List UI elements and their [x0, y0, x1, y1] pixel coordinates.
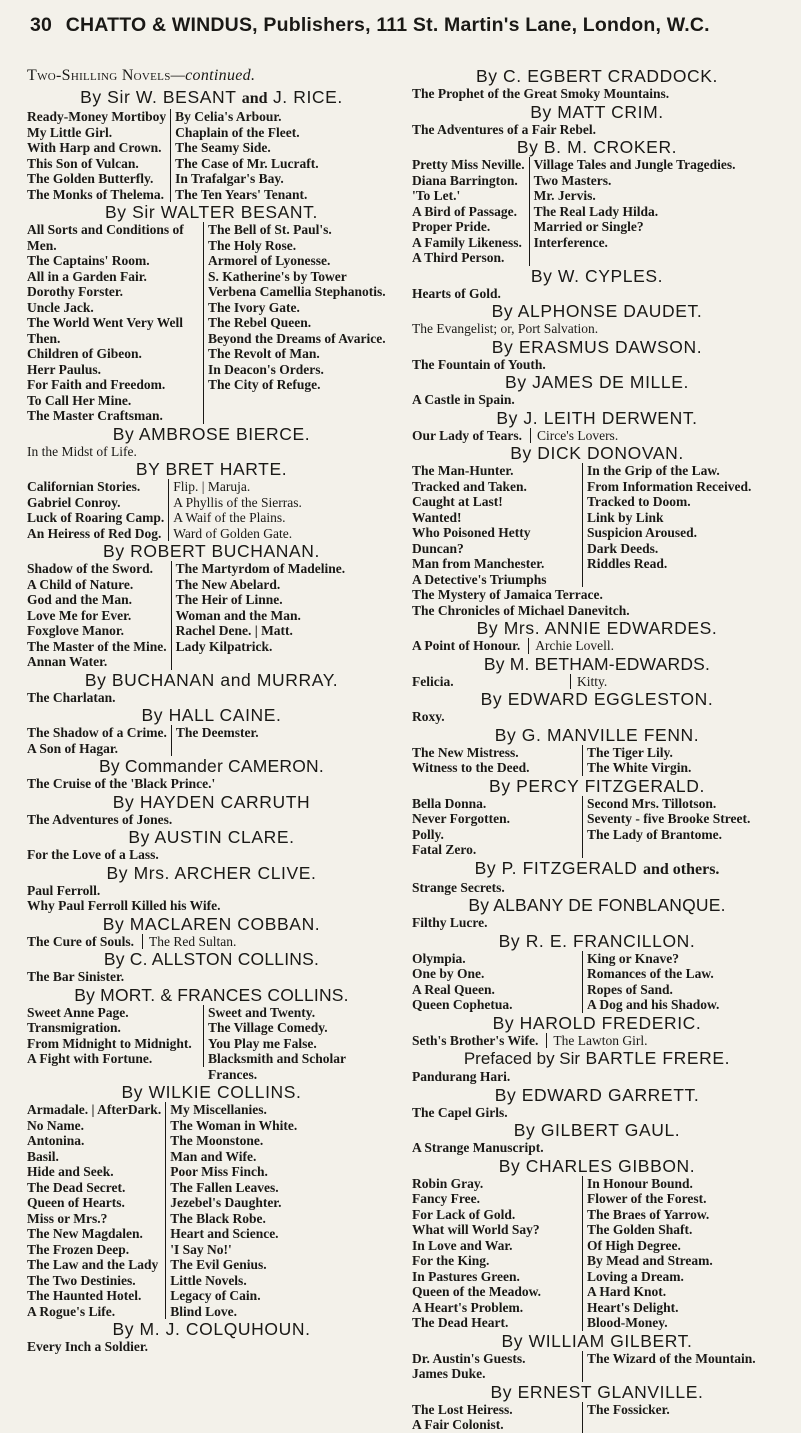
author-heading-gilbert: By WILLIAM GILBERT. — [501, 1330, 693, 1351]
title-list-mf-collins — [27, 1005, 396, 1083]
book-title: Heart's Delight. — [587, 1299, 679, 1315]
book-title: The Mystery of Jamaica Terrace. — [412, 587, 603, 602]
author-heading-besant: By Sir WALTER BESANT. — [105, 202, 318, 222]
book-title: My Little Girl. — [27, 124, 113, 140]
book-title: The New Abelard. — [175, 576, 281, 592]
title-row-frederic — [412, 1033, 782, 1049]
book-title: James Duke. — [412, 1366, 486, 1381]
author-heading-colquhoun: By M. J. COLQUHOUN. — [112, 1319, 311, 1339]
book-title: Tracked and Taken. — [412, 478, 527, 494]
book-title: Married or Single? — [533, 219, 644, 234]
author-heading-clive: By Mrs. ARCHER CLIVE. — [106, 862, 317, 883]
left-column — [27, 66, 396, 1355]
author-heading-frere: Prefaced by Sir BARTLE FRERE. — [463, 1048, 731, 1068]
book-title: Annan Water. — [27, 654, 108, 669]
book-title: By Mead and Stream. — [587, 1253, 713, 1268]
author-heading-harte: BY BRET HARTE. — [135, 459, 288, 479]
author-heading-gaul: By GILBERT GAUL. — [513, 1120, 681, 1140]
book-title: A Dog and his Shadow. — [587, 997, 720, 1012]
book-title: Our Lady of Tears. — [412, 427, 523, 443]
author-heading-derwent: By J. LEITH DERWENT. — [496, 407, 698, 428]
book-title: You Play me False. — [208, 1035, 317, 1051]
book-title: The Lost Heiress. — [412, 1401, 513, 1417]
book-title: Paul Ferroll. — [27, 882, 101, 898]
book-title: The Golden Shaft. — [587, 1222, 693, 1237]
book-title: Gabriel Conroy. — [27, 494, 121, 510]
book-title: In the Grip of the Law. — [587, 463, 720, 478]
book-title: This Son of Vulcan. — [27, 155, 139, 171]
book-title: For Faith and Freedom. — [27, 377, 166, 392]
book-title: Flower of the Forest. — [587, 1191, 707, 1206]
book-title: Robin Gray. — [412, 1175, 484, 1191]
book-title: The Bar Sinister. — [27, 969, 125, 984]
book-title: Roxy. — [412, 709, 445, 724]
book-title: Chaplain of the Fleet. — [175, 124, 300, 140]
book-title: What will World Say? — [412, 1222, 540, 1237]
book-title: Lady Kilpatrick. — [175, 638, 273, 654]
book-title: Diana Barrington. — [412, 172, 518, 188]
author-heading-cyples: By W. CYPLES. — [530, 265, 664, 286]
book-title: A Detective's Triumphs — [412, 571, 547, 587]
book-title: Poor Miss Finch. — [170, 1164, 268, 1179]
book-title: Queen of Hearts. — [27, 1195, 125, 1210]
book-title: King or Knave? — [587, 950, 680, 966]
book-title: A Phyllis of the Sierras. — [173, 494, 302, 510]
book-title: A Real Queen. — [412, 981, 495, 997]
author-heading-edwardes: By Mrs. ANNIE EDWARDES. — [476, 618, 718, 638]
author-heading-donovan: By DICK DONOVAN. — [510, 443, 684, 463]
book-title: The Captains' Room. — [27, 253, 150, 268]
book-title: A Waif of the Plains. — [173, 510, 286, 525]
book-title: Luck of Roaring Camp. — [27, 510, 165, 525]
book-title: Fancy Free. — [412, 1191, 480, 1206]
book-title: Tracked to Doom. — [587, 494, 691, 509]
book-title: S. Katherine's by Tower — [208, 268, 347, 284]
title-list-fitzgerald — [412, 796, 782, 858]
book-title: The Martyrdom of Madeline. — [175, 561, 346, 576]
book-title: The Law and the Lady — [27, 1257, 159, 1272]
book-title: Antonina. — [27, 1133, 85, 1148]
title-list-gilbert — [412, 1351, 782, 1382]
book-title: Seventy - five Brooke Street. — [587, 811, 751, 826]
title-list-gibbon — [412, 1176, 782, 1331]
book-title: Miss or Mrs.? — [27, 1210, 108, 1226]
book-title: The Capel Girls. — [412, 1104, 508, 1120]
book-title: The Evangelist; or, Port Salvation. — [412, 321, 599, 336]
book-title: Pretty Miss Neville. — [412, 157, 525, 172]
author-heading-buchanan: By ROBERT BUCHANAN. — [103, 541, 320, 561]
book-title: The Charlatan. — [27, 689, 116, 705]
book-title: Bella Donna. — [412, 795, 487, 811]
page-number: 30 — [30, 14, 53, 36]
book-title: A Hard Knot. — [587, 1284, 667, 1299]
title-list-francillon — [412, 951, 782, 1013]
title-list-glanville — [412, 1402, 782, 1433]
book-title: The New Magdalen. — [27, 1226, 143, 1241]
author-heading-allston-collins: By C. ALLSTON COLLINS. — [103, 949, 320, 969]
book-title: Interference. — [533, 234, 608, 250]
title-list-wilkie-collins — [27, 1102, 396, 1319]
section-title: Two-Shilling Novels—continued. — [27, 67, 256, 84]
book-title: Link by Link — [587, 509, 664, 525]
book-title: Blood-Money. — [587, 1315, 668, 1330]
title-row-cobban — [27, 934, 396, 950]
book-title: All in a Garden Fair. — [27, 268, 147, 284]
book-title: All Sorts and Conditions of Men. — [27, 222, 184, 253]
author-heading-daudet: By ALPHONSE DAUDET. — [491, 301, 703, 321]
book-title: The Monks of Thelema. — [27, 186, 165, 202]
book-title: Beyond the Dreams of Avarice. — [208, 330, 386, 346]
book-title: With Harp and Crown. — [27, 140, 162, 155]
book-title: Hearts of Gold. — [412, 285, 501, 301]
title-row-betham — [412, 674, 782, 690]
book-title: Riddles Read. — [587, 556, 668, 571]
title-list-harte — [27, 479, 396, 541]
book-title: Proper Pride. — [412, 219, 491, 234]
book-title: Caught at Last! — [412, 494, 503, 509]
book-title: Sweet Anne Page. — [27, 1004, 129, 1020]
book-title: By Celia's Arbour. — [175, 109, 282, 124]
book-title: The Cure of Souls. — [27, 933, 135, 949]
book-title: Seth's Brother's Wife. — [412, 1032, 539, 1048]
book-title: Love Me for Ever. — [27, 607, 132, 623]
book-title: The City of Refuge. — [208, 377, 321, 392]
book-title: The New Mistress. — [412, 744, 519, 760]
book-title: The Ivory Gate. — [208, 299, 300, 315]
book-title: Shadow of the Sword. — [27, 561, 154, 576]
author-heading-crim: By MATT CRIM. — [530, 101, 664, 122]
book-title: The Golden Butterfly. — [27, 171, 154, 186]
book-title: A Strange Manuscript. — [412, 1140, 544, 1155]
book-title: For the King. — [412, 1253, 490, 1268]
title-list-fenn — [412, 745, 782, 776]
book-title: The Shadow of a Crime. — [27, 725, 167, 740]
book-title: Village Tales and Jungle Tragedies. — [533, 157, 736, 172]
book-title: The Haunted Hotel. — [27, 1288, 142, 1303]
book-title: The Fossicker. — [587, 1401, 670, 1417]
book-title: Queen of the Meadow. — [412, 1284, 541, 1299]
book-title: From Information Received. — [587, 478, 752, 494]
book-title: Polly. — [412, 826, 444, 842]
book-title: The Rebel Queen. — [208, 315, 312, 330]
author-heading-garrett: By EDWARD GARRETT. — [494, 1084, 700, 1105]
book-title: Children of Gibeon. — [27, 346, 142, 361]
book-title: Ready-Money Mortiboy — [27, 109, 167, 124]
book-title: Second Mrs. Tillotson. — [587, 795, 717, 811]
book-title: The Real Lady Hilda. — [533, 203, 659, 219]
book-title: A Point of Honour. — [412, 638, 521, 653]
author-heading-cameron: By Commander CAMERON. — [99, 756, 324, 776]
author-heading-glanville: By ERNEST GLANVILLE. — [490, 1381, 704, 1402]
book-title: In Trafalgar's Bay. — [175, 171, 284, 186]
book-title: The Revolt of Man. — [208, 346, 320, 361]
author-heading-betham-edwards: By M. BETHAM-EDWARDS. — [483, 653, 711, 674]
book-title: The Chronicles of Michael Danevitch. — [412, 602, 630, 618]
author-heading-besant-rice: By Sir W. BESANT and J. RICE. — [80, 87, 343, 107]
book-title: The Heir of Linne. — [175, 592, 283, 607]
book-title: The Seamy Side. — [175, 140, 271, 155]
book-title: The Adventures of a Fair Rebel. — [412, 121, 596, 137]
book-title: Filthy Lucre. — [412, 915, 488, 930]
book-title: Rachel Dene. | Matt. — [175, 623, 293, 638]
author-heading-buchanan-murray: By BUCHANAN and MURRAY. — [84, 669, 339, 690]
book-title: A Heart's Problem. — [412, 1299, 524, 1315]
book-title: A Child of Nature. — [27, 576, 134, 592]
book-title: Every Inch a Soldier. — [27, 1339, 149, 1354]
author-heading-cobban: By MACLAREN COBBAN. — [102, 913, 321, 934]
book-title: The White Virgin. — [587, 760, 692, 775]
book-title: Hide and Seek. — [27, 1164, 114, 1179]
author-heading-fitzgerald-others: By P. FITZGERALD and others. — [474, 857, 720, 878]
book-title: Two Masters. — [533, 172, 612, 188]
book-title: Jezebel's Daughter. — [170, 1195, 282, 1210]
book-title: 'I Say No!' — [170, 1241, 232, 1257]
book-title: The Dead Heart. — [412, 1315, 509, 1330]
book-title: The Frozen Deep. — [27, 1241, 130, 1257]
book-title: My Miscellanies. — [170, 1102, 267, 1117]
book-title: Circe's Lovers. — [530, 428, 782, 444]
book-title: The Fountain of Youth. — [412, 356, 546, 372]
book-title: Transmigration. — [27, 1020, 121, 1035]
book-title: 'To Let.' — [412, 188, 461, 203]
book-title: Wanted! — [412, 509, 462, 525]
book-title: One by One. — [412, 966, 485, 981]
book-title: Archie Lovell. — [528, 638, 782, 654]
book-title: The Bell of St. Paul's. — [208, 222, 332, 237]
author-heading-eggleston: By EDWARD EGGLESTON. — [480, 689, 714, 709]
author-heading-caine: By HALL CAINE. — [141, 705, 282, 725]
book-title: A Son of Hagar. — [27, 740, 119, 756]
book-title: Dorothy Forster. — [27, 284, 123, 299]
book-title: A Castle in Spain. — [412, 392, 515, 407]
book-title: From Midnight to Midnight. — [27, 1035, 192, 1051]
author-heading-demille: By JAMES DE MILLE. — [505, 372, 689, 392]
book-title: Californian Stories. — [27, 479, 141, 494]
author-heading-croker: By B. M. CROKER. — [516, 137, 678, 157]
book-title: A Fair Colonist. — [412, 1417, 504, 1432]
book-title: In Deacon's Orders. — [208, 361, 324, 377]
book-title: The Lady of Brantome. — [587, 826, 722, 842]
book-title: In Honour Bound. — [587, 1175, 693, 1191]
author-heading-clare: By AUSTIN CLARE. — [128, 827, 295, 847]
book-title: Why Paul Ferroll Killed his Wife. — [27, 898, 221, 913]
book-title: The Moonstone. — [170, 1133, 264, 1148]
book-title: The Master of the Mine. — [27, 638, 167, 654]
book-title: The Dead Secret. — [27, 1179, 126, 1195]
book-title: A Rogue's Life. — [27, 1303, 116, 1319]
book-title: The Black Robe. — [170, 1210, 266, 1226]
book-title: Queen Cophetua. — [412, 997, 513, 1012]
author-heading-francillon: By R. E. FRANCILLON. — [498, 930, 696, 951]
book-title: Dr. Austin's Guests. — [412, 1350, 526, 1366]
book-title: Frances. — [208, 1066, 258, 1082]
book-title: The Man-Hunter. — [412, 463, 514, 478]
book-title: Never Forgotten. — [412, 811, 510, 826]
book-title: Man from Manchester. — [412, 556, 545, 571]
book-title: Little Novels. — [170, 1272, 247, 1288]
book-title: Blacksmith and Scholar — [208, 1051, 347, 1066]
book-title: Suspicion Aroused. — [587, 525, 698, 540]
book-title: Felicia. — [412, 673, 454, 689]
book-title: Herr Paulus. — [27, 361, 101, 377]
author-heading-bierce: By AMBROSE BIERCE. — [112, 423, 311, 444]
book-title: For Lack of Gold. — [412, 1206, 516, 1222]
book-title: The Woman in White. — [170, 1117, 298, 1133]
author-heading-mf-collins: By MORT. & FRANCES COLLINS. — [74, 984, 349, 1005]
book-title: Flip. | Maruja. — [173, 479, 251, 494]
title-list-caine — [27, 725, 396, 756]
book-title: Romances of the Law. — [587, 966, 714, 981]
book-title: Ropes of Sand. — [587, 981, 673, 997]
title-list-croker — [412, 157, 782, 266]
book-title: The Fallen Leaves. — [170, 1179, 279, 1195]
book-title: The Red Sultan. — [142, 934, 396, 950]
book-title: The Master Craftsman. — [27, 408, 163, 423]
book-title: Witness to the Deed. — [412, 760, 530, 775]
book-title: The Tiger Lily. — [587, 744, 673, 760]
book-title: To Call Her Mine. — [27, 392, 132, 408]
book-title: A Third Person. — [412, 250, 505, 265]
author-heading-fenn: By G. MANVILLE FENN. — [494, 724, 700, 745]
book-title: The Ten Years' Tenant. — [175, 186, 308, 202]
book-title: Fatal Zero. — [412, 842, 477, 857]
book-title: An Heiress of Red Dog. — [27, 525, 162, 541]
book-title: Man and Wife. — [170, 1148, 257, 1164]
book-title: God and the Man. — [27, 592, 133, 607]
book-title: The Deemster. — [175, 725, 259, 740]
title-list-buchanan — [27, 561, 396, 670]
author-heading-carruth: By HAYDEN CARRUTH — [112, 791, 311, 812]
book-title: The Case of Mr. Lucraft. — [175, 155, 319, 171]
right-column — [412, 66, 782, 1433]
book-title: Basil. — [27, 1148, 59, 1164]
book-title: The Cruise of the 'Black Prince.' — [27, 776, 216, 791]
book-title: Heart and Science. — [170, 1226, 279, 1241]
book-title: Pandurang Hari. — [412, 1069, 511, 1084]
book-title: The Evil Genius. — [170, 1257, 267, 1272]
book-title: The Lawton Girl. — [546, 1033, 782, 1049]
author-heading-dawson: By ERASMUS DAWSON. — [491, 336, 703, 357]
book-title: The Prophet of the Great Smoky Mountains. — [412, 86, 670, 101]
book-title: Armadale. | AfterDark. — [27, 1102, 162, 1117]
book-title: Kitty. — [570, 674, 782, 690]
author-heading-wilkie-collins: By WILKIE COLLINS. — [121, 1082, 302, 1102]
book-title: Mr. Jervis. — [533, 188, 596, 203]
book-title: Who Poisoned Hetty Duncan? — [412, 525, 531, 556]
author-heading-fonblanque: By ALBANY DE FONBLANQUE. — [468, 895, 726, 915]
book-title: Dark Deeds. — [587, 540, 659, 556]
book-title: Blind Love. — [170, 1303, 237, 1319]
book-title: A Fight with Fortune. — [27, 1051, 153, 1066]
book-title: In Pastures Green. — [412, 1268, 520, 1284]
book-title: Foxglove Manor. — [27, 623, 124, 638]
book-title: The Village Comedy. — [208, 1020, 328, 1035]
book-title: The Wizard of the Mountain. — [587, 1350, 756, 1366]
book-title: No Name. — [27, 1117, 84, 1133]
book-title: The Two Destinies. — [27, 1272, 136, 1288]
book-title: Of High Degree. — [587, 1237, 681, 1253]
book-title: In Love and War. — [412, 1237, 513, 1253]
book-title: Olympia. — [412, 950, 466, 966]
book-title: Loving a Dream. — [587, 1268, 684, 1284]
book-title: A Bird of Passage. — [412, 203, 518, 219]
book-title: Verbena Camellia Stephanotis. — [208, 284, 386, 299]
book-title: In the Midst of Life. — [27, 443, 137, 459]
book-title: The Holy Rose. — [208, 237, 297, 253]
publisher-line: CHATTO & WINDUS, Publishers, 111 St. Martin's Lane, London, W.C. — [65, 14, 710, 36]
book-title: The World Went Very Well Then. — [27, 315, 184, 346]
book-title: Ward of Golden Gate. — [173, 525, 293, 541]
book-title: Strange Secrets. — [412, 879, 505, 895]
book-title: Sweet and Twenty. — [208, 1004, 316, 1020]
author-heading-fitzgerald: By PERCY FITZGERALD. — [489, 775, 705, 796]
author-heading-gibbon: By CHARLES GIBBON. — [498, 1155, 696, 1176]
author-heading-frederic: By HAROLD FREDERIC. — [492, 1012, 702, 1033]
book-title: Uncle Jack. — [27, 299, 94, 315]
book-title: For the Love of a Lass. — [27, 847, 159, 862]
book-title: Legacy of Cain. — [170, 1288, 261, 1303]
book-title: The Adventures of Jones. — [27, 811, 173, 827]
running-head — [30, 14, 770, 37]
title-list-donovan — [412, 463, 782, 587]
title-list-besant — [27, 222, 396, 424]
book-title: Woman and the Man. — [175, 607, 301, 623]
title-row-edwardes — [412, 638, 782, 654]
book-title: A Family Likeness. — [412, 234, 522, 250]
author-heading-craddock: By C. EGBERT CRADDOCK. — [475, 66, 719, 86]
title-list-besant-rice — [27, 109, 396, 202]
book-title: Armorel of Lyonesse. — [208, 253, 331, 268]
book-title: The Braes of Yarrow. — [587, 1206, 710, 1222]
title-row-derwent — [412, 428, 782, 444]
